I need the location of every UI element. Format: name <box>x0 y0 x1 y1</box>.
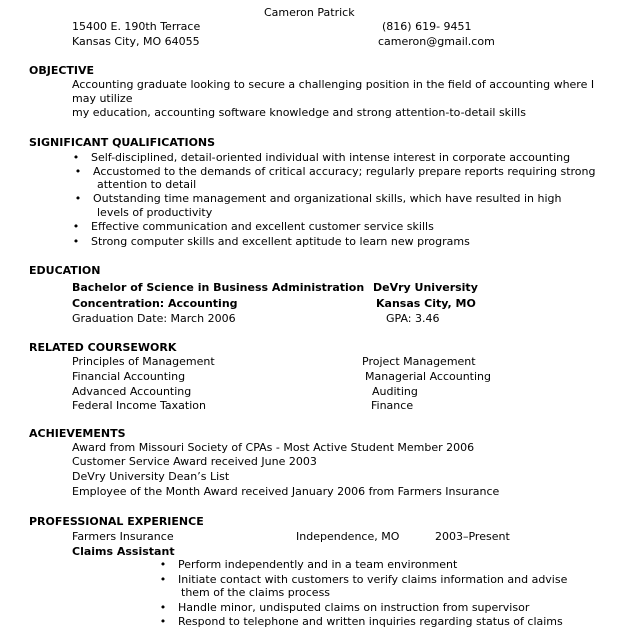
course-item: Financial Accounting <box>72 370 186 383</box>
bullet-icon: • <box>72 235 80 248</box>
objective-line-2: may utilize <box>72 92 133 105</box>
course-item: Principles of Management <box>72 355 215 368</box>
experience-item: Respond to telephone and written inquiries regarding status of claims <box>178 615 563 628</box>
bullet-icon: • <box>72 220 80 233</box>
qualification-item-continued: attention to detail <box>97 178 197 191</box>
concentration: Concentration: Accounting <box>72 297 238 310</box>
employer-location: Independence, MO <box>296 530 400 543</box>
qualification-item: Accustomed to the demands of critical accuracy; regularly prepare reports requiring strong <box>93 165 596 178</box>
bullet-icon: • <box>72 151 80 164</box>
graduation-date: Graduation Date: March 2006 <box>72 312 236 325</box>
bullet-icon: • <box>159 558 167 571</box>
qualification-item: Effective communication and excellent customer service skills <box>91 220 434 233</box>
address-line-1: 15400 E. 190th Terrace <box>72 20 201 33</box>
experience-heading: PROFESSIONAL EXPERIENCE <box>29 515 204 528</box>
course-item: Auditing <box>372 385 418 398</box>
experience-item: Perform independently and in a team environment <box>178 558 458 571</box>
objective-line-3: my education, accounting software knowledge and strong attention-to-detail skills <box>72 106 526 119</box>
qualification-item: Strong computer skills and excellent aptitude to learn new programs <box>91 235 470 248</box>
gpa: GPA: 3.46 <box>386 312 440 325</box>
job-title: Claims Assistant <box>72 545 175 558</box>
bullet-icon: • <box>74 192 82 205</box>
achievement-item: Award from Missouri Society of CPAs - Most Active Student Member 2006 <box>72 441 475 454</box>
bullet-icon: • <box>159 573 167 586</box>
course-item: Federal Income Taxation <box>72 399 206 412</box>
degree: Bachelor of Science in Business Administration <box>72 281 365 294</box>
qualification-item: Self-disciplined, detail-oriented individual with intense interest in corporate accounting <box>91 151 571 164</box>
achievement-item: DeVry University Dean’s List <box>72 470 230 483</box>
bullet-icon: • <box>159 601 167 614</box>
experience-item: Initiate contact with customers to verify claims information and advise <box>178 573 568 586</box>
phone-number: (816) 619- 9451 <box>382 20 472 33</box>
employment-dates: 2003–Present <box>435 530 510 543</box>
course-item: Project Management <box>362 355 476 368</box>
applicant-name: Cameron Patrick <box>264 6 355 19</box>
qualifications-heading: SIGNIFICANT QUALIFICATIONS <box>29 136 216 149</box>
course-item: Managerial Accounting <box>365 370 491 383</box>
qualification-item: Outstanding time management and organizational skills, which have resulted in high <box>93 192 562 205</box>
experience-item-continued: them of the claims process <box>181 586 331 599</box>
bullet-icon: • <box>159 615 167 628</box>
education-heading: EDUCATION <box>29 264 101 277</box>
email-address: cameron@gmail.com <box>378 35 495 48</box>
school-name: DeVry University <box>373 281 478 294</box>
achievement-item: Customer Service Award received June 2003 <box>72 455 317 468</box>
experience-item: Handle minor, undisputed claims on instruction from supervisor <box>178 601 530 614</box>
achievement-item: Employee of the Month Award received January 2006 from Farmers Insurance <box>72 485 500 498</box>
course-item: Finance <box>371 399 414 412</box>
course-item: Advanced Accounting <box>72 385 192 398</box>
achievements-heading: ACHIEVEMENTS <box>29 427 126 440</box>
employer-name: Farmers Insurance <box>72 530 174 543</box>
bullet-icon: • <box>74 165 82 178</box>
qualification-item-continued: levels of productivity <box>97 206 213 219</box>
address-line-2: Kansas City, MO 64055 <box>72 35 200 48</box>
objective-heading: OBJECTIVE <box>29 64 95 77</box>
objective-line-1: Accounting graduate looking to secure a challenging position in the field of accounting where I <box>72 78 595 91</box>
coursework-heading: RELATED COURSEWORK <box>29 341 177 354</box>
school-location: Kansas City, MO <box>376 297 476 310</box>
